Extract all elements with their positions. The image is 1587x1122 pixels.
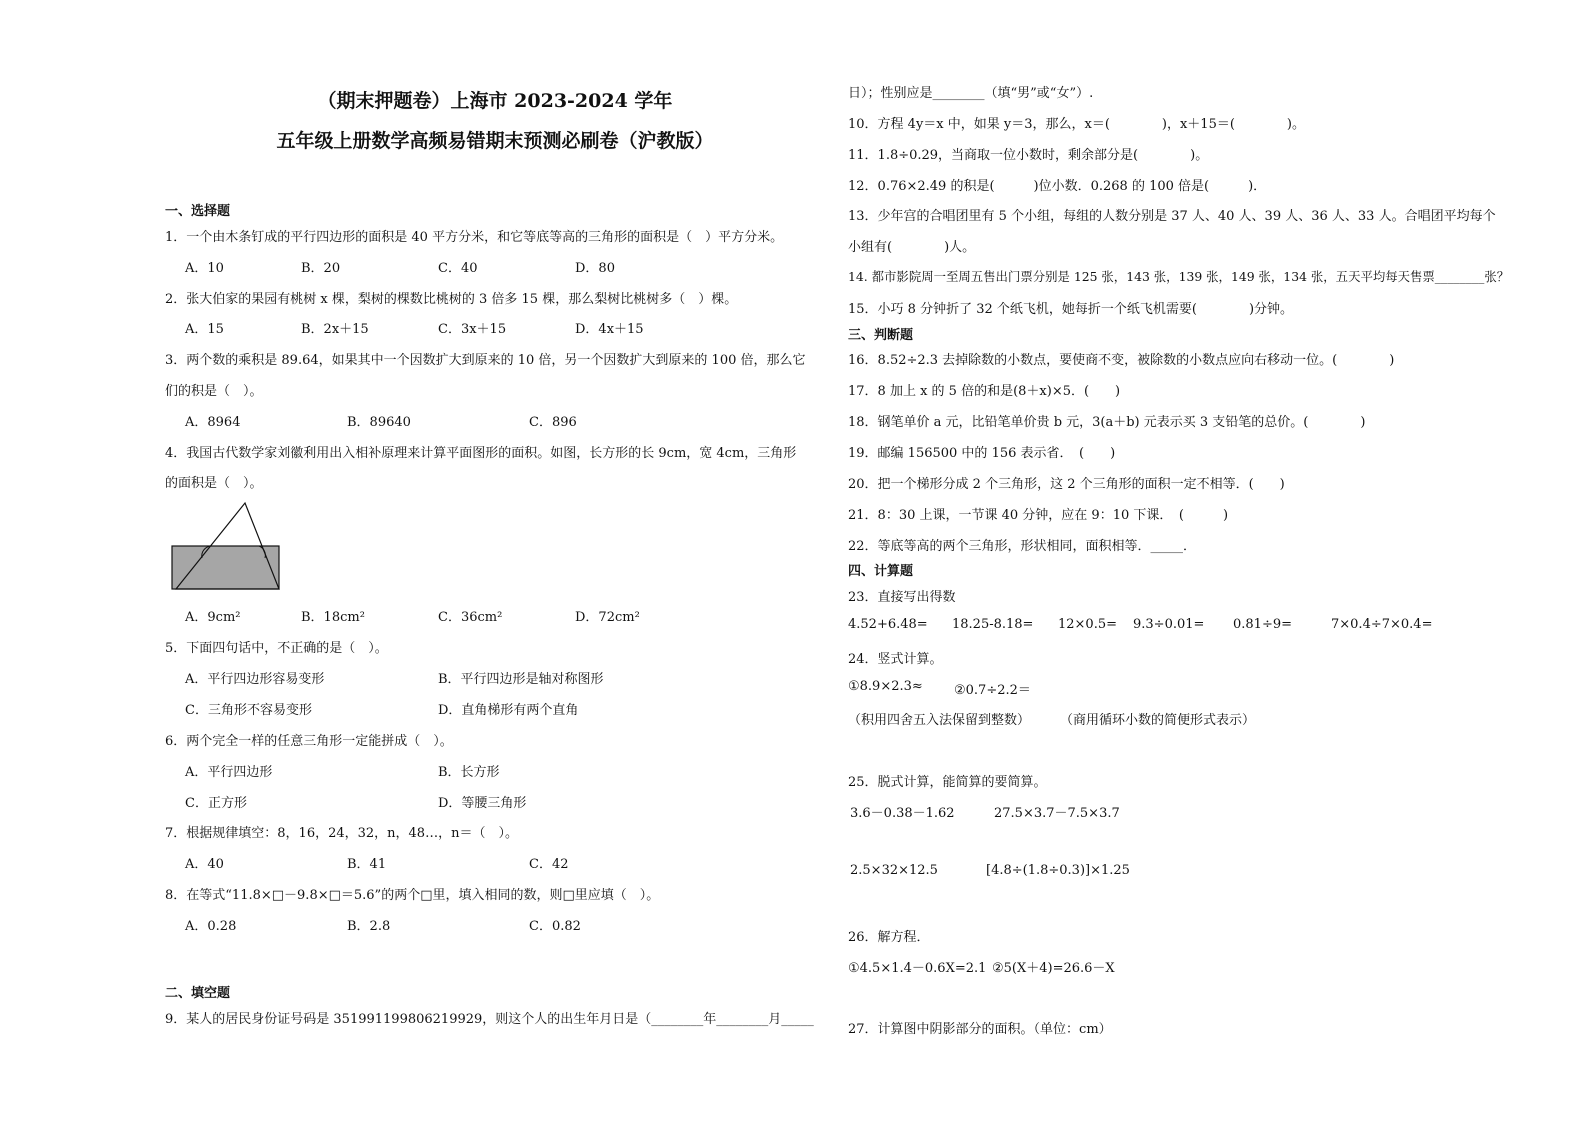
calc-item: 12×0.5= [1058, 617, 1118, 632]
section-heading: 二、填空题 [165, 986, 231, 1001]
question-text: 21．8：30 上课，一节课 40 分钟，应在 9：10 下课． ( ) [848, 508, 1229, 523]
question-text: 22．等底等高的两个三角形，形状相同，面积相等．_____． [848, 539, 1197, 554]
question-text: 20．把一个梯形分成 2 个三角形，这 2 个三角形的面积一定不相等．( ) [848, 477, 1285, 492]
calc-item: 3.6－0.38－1.62 [850, 806, 955, 821]
option: B．18cm² [301, 610, 365, 625]
option: C．三角形不容易变形 [185, 703, 312, 718]
option: A．10 [185, 261, 224, 276]
option: A．平行四边形容易变形 [185, 672, 325, 687]
question-text: 9．某人的居民身份证号码是 351991199806219929，则这个人的出生年月日是（________年________月_____ [165, 1012, 814, 1027]
calc-item: 9.3÷0.01= [1133, 617, 1205, 632]
option: A．0.28 [185, 919, 237, 934]
question-text: 27．计算图中阴影部分的面积。（单位：cm） [848, 1022, 1112, 1037]
option: A．40 [185, 857, 224, 872]
equation-item: ②5(X＋4)=26.6－X [992, 961, 1115, 976]
question-text: 14. 都市影院周一至周五售出门票分别是 125 张，143 张，139 张，149 张，134 张，五天平均每天售票________张？ [848, 269, 1510, 284]
option: C．40 [438, 261, 478, 276]
option: B．20 [301, 261, 341, 276]
option: B．2x＋15 [301, 322, 369, 337]
question-text: 13．少年宫的合唱团里有 5 个小组，每组的人数分别是 37 人、40 人、39 人、36 人、33 人。合唱团平均每个 [848, 209, 1496, 224]
option: C．36cm² [438, 610, 503, 625]
calc-item: 18.25-8.18= [952, 617, 1034, 632]
calc-item: 4.52+6.48= [848, 617, 928, 632]
question-text: 们的积是（ ）。 [165, 384, 263, 399]
question-text: 24．竖式计算。 [848, 652, 943, 667]
option: B．平行四边形是轴对称图形 [438, 672, 604, 687]
question-text: 3．两个数的乘积是 89.64，如果其中一个因数扩大到原来的 10 倍，另一个因数扩大到原来的 100 倍，那么它 [165, 353, 806, 368]
option: C．正方形 [185, 796, 247, 811]
question-text: 6．两个完全一样的任意三角形一定能拼成（ ）。 [165, 734, 453, 749]
option: B．89640 [347, 415, 411, 430]
question-text: 8．在等式“11.8×□－9.8×□＝5.6”的两个□里，填入相同的数，则□里应填（ ）。 [165, 888, 660, 903]
calc-item: ②0.7÷2.2＝ [954, 683, 1031, 698]
option: A．8964 [185, 415, 241, 430]
option: C．0.82 [529, 919, 581, 934]
question-text: 19．邮编 156500 中的 156 表示省． ( ) [848, 446, 1116, 461]
calc-item: 7×0.4÷7×0.4= [1331, 617, 1433, 632]
option: D．80 [575, 261, 615, 276]
equation-item: ①4.5×1.4－0.6X=2.1 [848, 961, 987, 976]
question-text: 17．8 加上 x 的 5 倍的和是(8＋x)×5．( ) [848, 384, 1121, 399]
question-text: 5．下面四句话中，不正确的是（ ）。 [165, 641, 388, 656]
option: C．42 [529, 857, 569, 872]
question-text: 1．一个由木条钉成的平行四边形的面积是 40 平方分米，和它等底等高的三角形的面积是（ ）平方分米。 [165, 230, 784, 245]
calc-note: （积用四舍五入法保留到整数） [848, 713, 1031, 728]
question-text: 11．1.8÷0.29，当商取一位小数时，剩余部分是( )。 [848, 148, 1209, 163]
question-text: 小组有( )人。 [848, 240, 976, 255]
question-text: 的面积是（ ）。 [165, 476, 263, 491]
question-text: 12．0.76×2.49 的积是( )位小数．0.268 的 100 倍是( )． [848, 179, 1267, 194]
title-line-1: （期末押题卷）上海市 2023-2024 学年 [317, 90, 673, 112]
option: B．长方形 [438, 765, 500, 780]
option: B．2.8 [347, 919, 391, 934]
option: A．平行四边形 [185, 765, 273, 780]
question-text: 4．我国古代数学家刘徽利用出入相补原理来计算平面图形的面积。如图，长方形的长 9cm，宽 4cm，三角形 [165, 446, 797, 461]
calc-item: 0.81÷9= [1233, 617, 1293, 632]
question-text: 16．8.52÷2.3 去掉除数的小数点，要使商不变，被除数的小数点应向右移动一位。( ) [848, 353, 1395, 368]
question-text: 10．方程 4y＝x 中，如果 y＝3，那么，x＝( )，x＋15＝( )。 [848, 117, 1305, 132]
option: D．等腰三角形 [438, 796, 527, 811]
question-text: 23．直接写出得数 [848, 590, 956, 605]
option: A．9cm² [185, 610, 241, 625]
option: B．41 [347, 857, 387, 872]
question-text: 25．脱式计算，能简算的要简算。 [848, 775, 1047, 790]
option: C．896 [529, 415, 577, 430]
calc-note: （商用循环小数的简便形式表示） [1060, 713, 1256, 728]
section-heading: 一、选择题 [165, 204, 231, 219]
question-text: 日）；性别应是________（填“男”或“女”）. [848, 86, 1094, 101]
calc-item: 27.5×3.7－7.5×3.7 [994, 806, 1120, 821]
calc-item: [4.8÷(1.8÷0.3)]×1.25 [986, 863, 1130, 878]
option: D．直角梯形有两个直角 [438, 703, 579, 718]
calc-item: 2.5×32×12.5 [850, 863, 938, 878]
question-text: 18．钢笔单价 a 元，比铅笔单价贵 b 元，3(a＋b) 元表示买 3 支铅笔的总价。( ) [848, 415, 1366, 430]
title-line-2: 五年级上册数学高频易错期末预测必刷卷（沪教版） [276, 130, 714, 152]
question-text: 7．根据规律填空：8，16，24，32，n，48…，n＝（ ）。 [165, 826, 518, 841]
option: D．72cm² [575, 610, 640, 625]
question-text: 26．解方程． [848, 930, 930, 945]
question-text: 15．小巧 8 分钟折了 32 个纸飞机，她每折一个纸飞机需要( )分钟。 [848, 302, 1294, 317]
section-heading: 四、计算题 [848, 564, 914, 579]
option: A．15 [185, 322, 224, 337]
option: D．4x＋15 [575, 322, 644, 337]
option: C．3x＋15 [438, 322, 507, 337]
section-heading: 三、判断题 [848, 328, 914, 343]
rectangle-triangle-figure [171, 500, 283, 594]
question-text: 2．张大伯家的果园有桃树 x 棵，梨树的棵数比桃树的 3 倍多 15 棵，那么梨树比桃树多（ ）棵。 [165, 292, 738, 307]
calc-item: ①8.9×2.3≈ [848, 679, 923, 694]
